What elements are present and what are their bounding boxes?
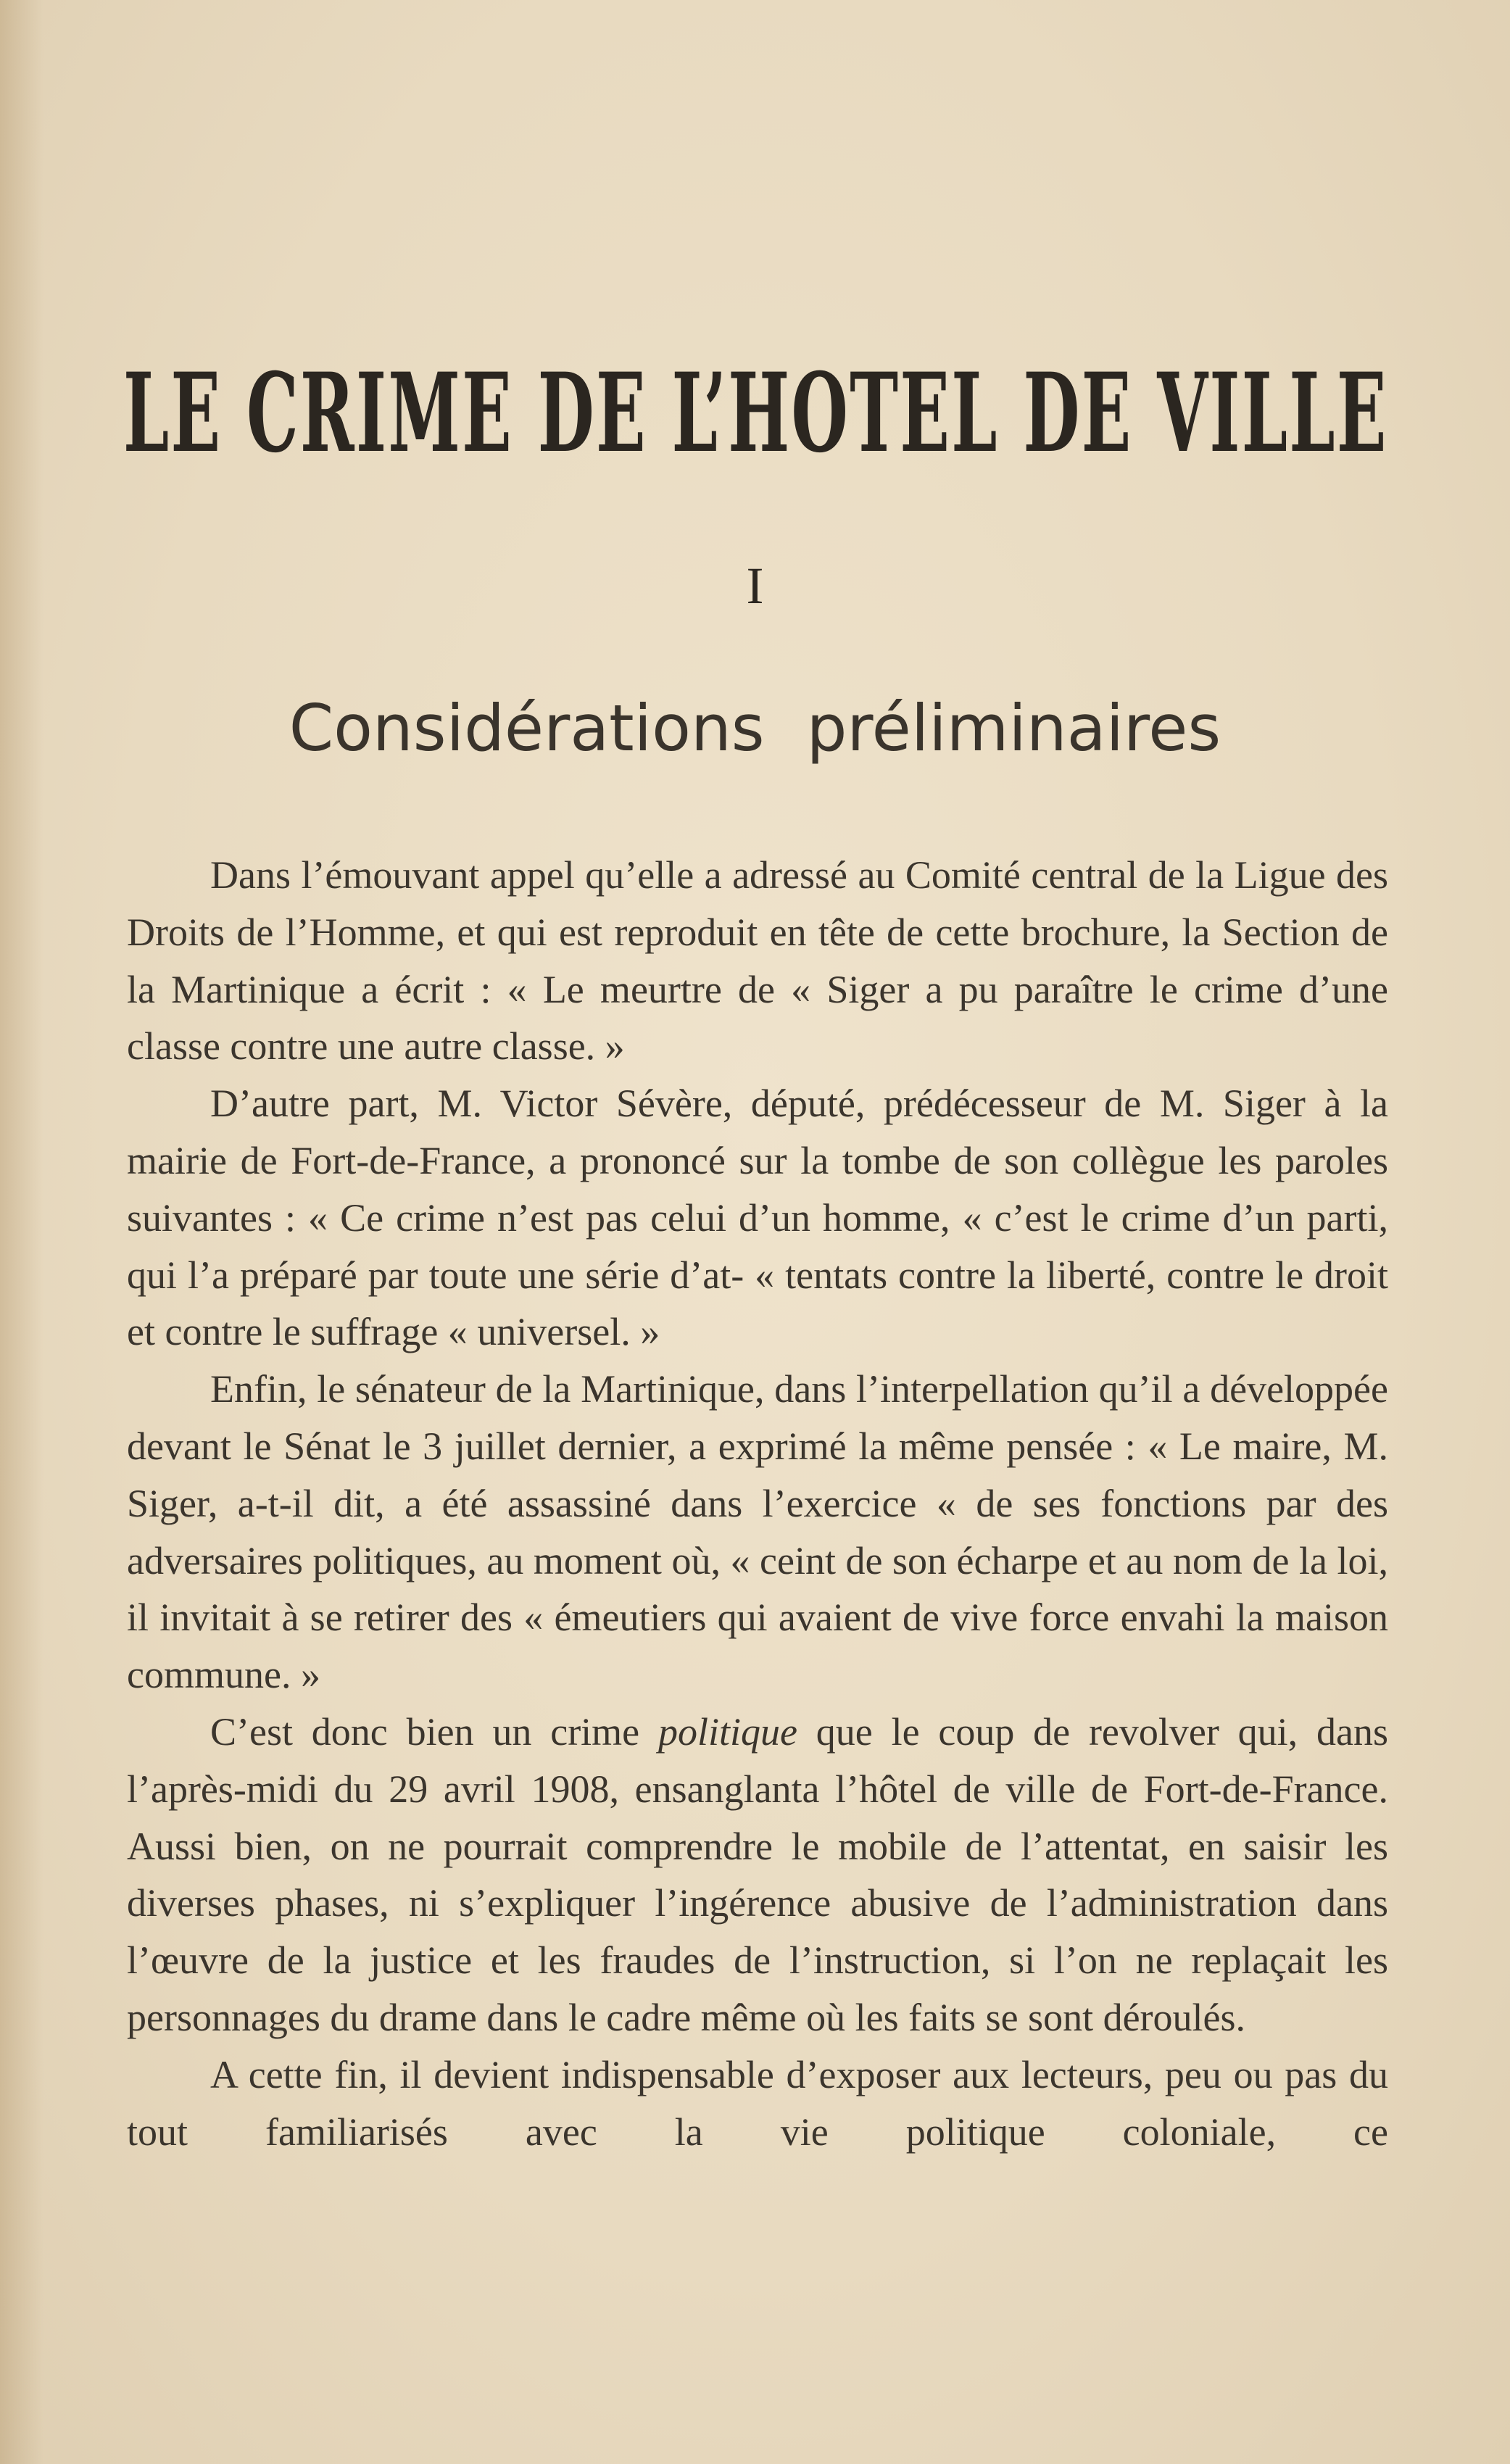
paragraph-1: Dans l’émouvant appel qu’elle a adressé au Comité central de la Ligue des Droits de l’Homme, et qui est reproduit en tête de cette brochure, la Section de la Martinique a écrit : « Le meurtre de « Siger a pu paraître le crime d’une classe contre une autre classe. » — [127, 853, 1388, 1069]
main-title: LE CRIME DE L’HOTEL DE VILLE — [123, 349, 1388, 477]
page-edge-shadow — [0, 0, 43, 2464]
paragraph-2: D’autre part, M. Victor Sévère, député, prédécesseur de M. Siger à la mairie de Fort-de-France, a prononcé sur la tombe de son collègue les paroles suivantes : « Ce crime n’est pas celui d’un homme, « c’est le crime d’un parti, qui l’a préparé par toute une série d’at- « tentats contre la liberté, contre le droit et contre le suffrage « universel. » — [127, 1082, 1388, 1354]
paragraph-4-emphasis: politique — [657, 1709, 797, 1754]
paragraph-4-before: C’est donc bien un crime — [210, 1709, 658, 1754]
chapter-number: I — [746, 557, 764, 615]
body-text — [127, 847, 1388, 2160]
chapter-title: Considérations préliminaires — [289, 691, 1221, 766]
paragraph-3: Enfin, le sénateur de la Martinique, dans l’interpellation qu’il a développée devant le Sénat le 3 juillet dernier, a exprimé la même pensée : « Le maire, M. Siger, a-t-il dit, a été assassiné dans l’exercice « de ses fonctions par des adversaires politiques, au moment où, « ceint de son écharpe et au nom de la loi, il invitait à se retirer des « émeutiers qui avaient de vive force envahi la maison commune. » — [127, 1367, 1388, 1697]
paragraph-4-after: que le coup de revolver qui, dans l’après-midi du 29 avril 1908, ensanglanta l’hôtel de ville de Fort-de-France. Aussi bien, on ne pourrait comprendre le mobile de l’attentat, en saisir les diverses phases, ni s’expliquer l’ingérence abusive de l’administration dans l’œuvre de la justice et les fraudes de l’instruction, si l’on ne replaçait les personnages du drame dans le cadre même où les faits se sont déroulés. — [127, 1709, 1388, 2039]
paragraph-4 — [127, 1704, 1388, 2046]
paragraph-5: A cette fin, il devient indispensable d’exposer aux lecteurs, peu ou pas du tout familiarisés avec la vie politique coloniale, ce — [127, 2052, 1388, 2154]
